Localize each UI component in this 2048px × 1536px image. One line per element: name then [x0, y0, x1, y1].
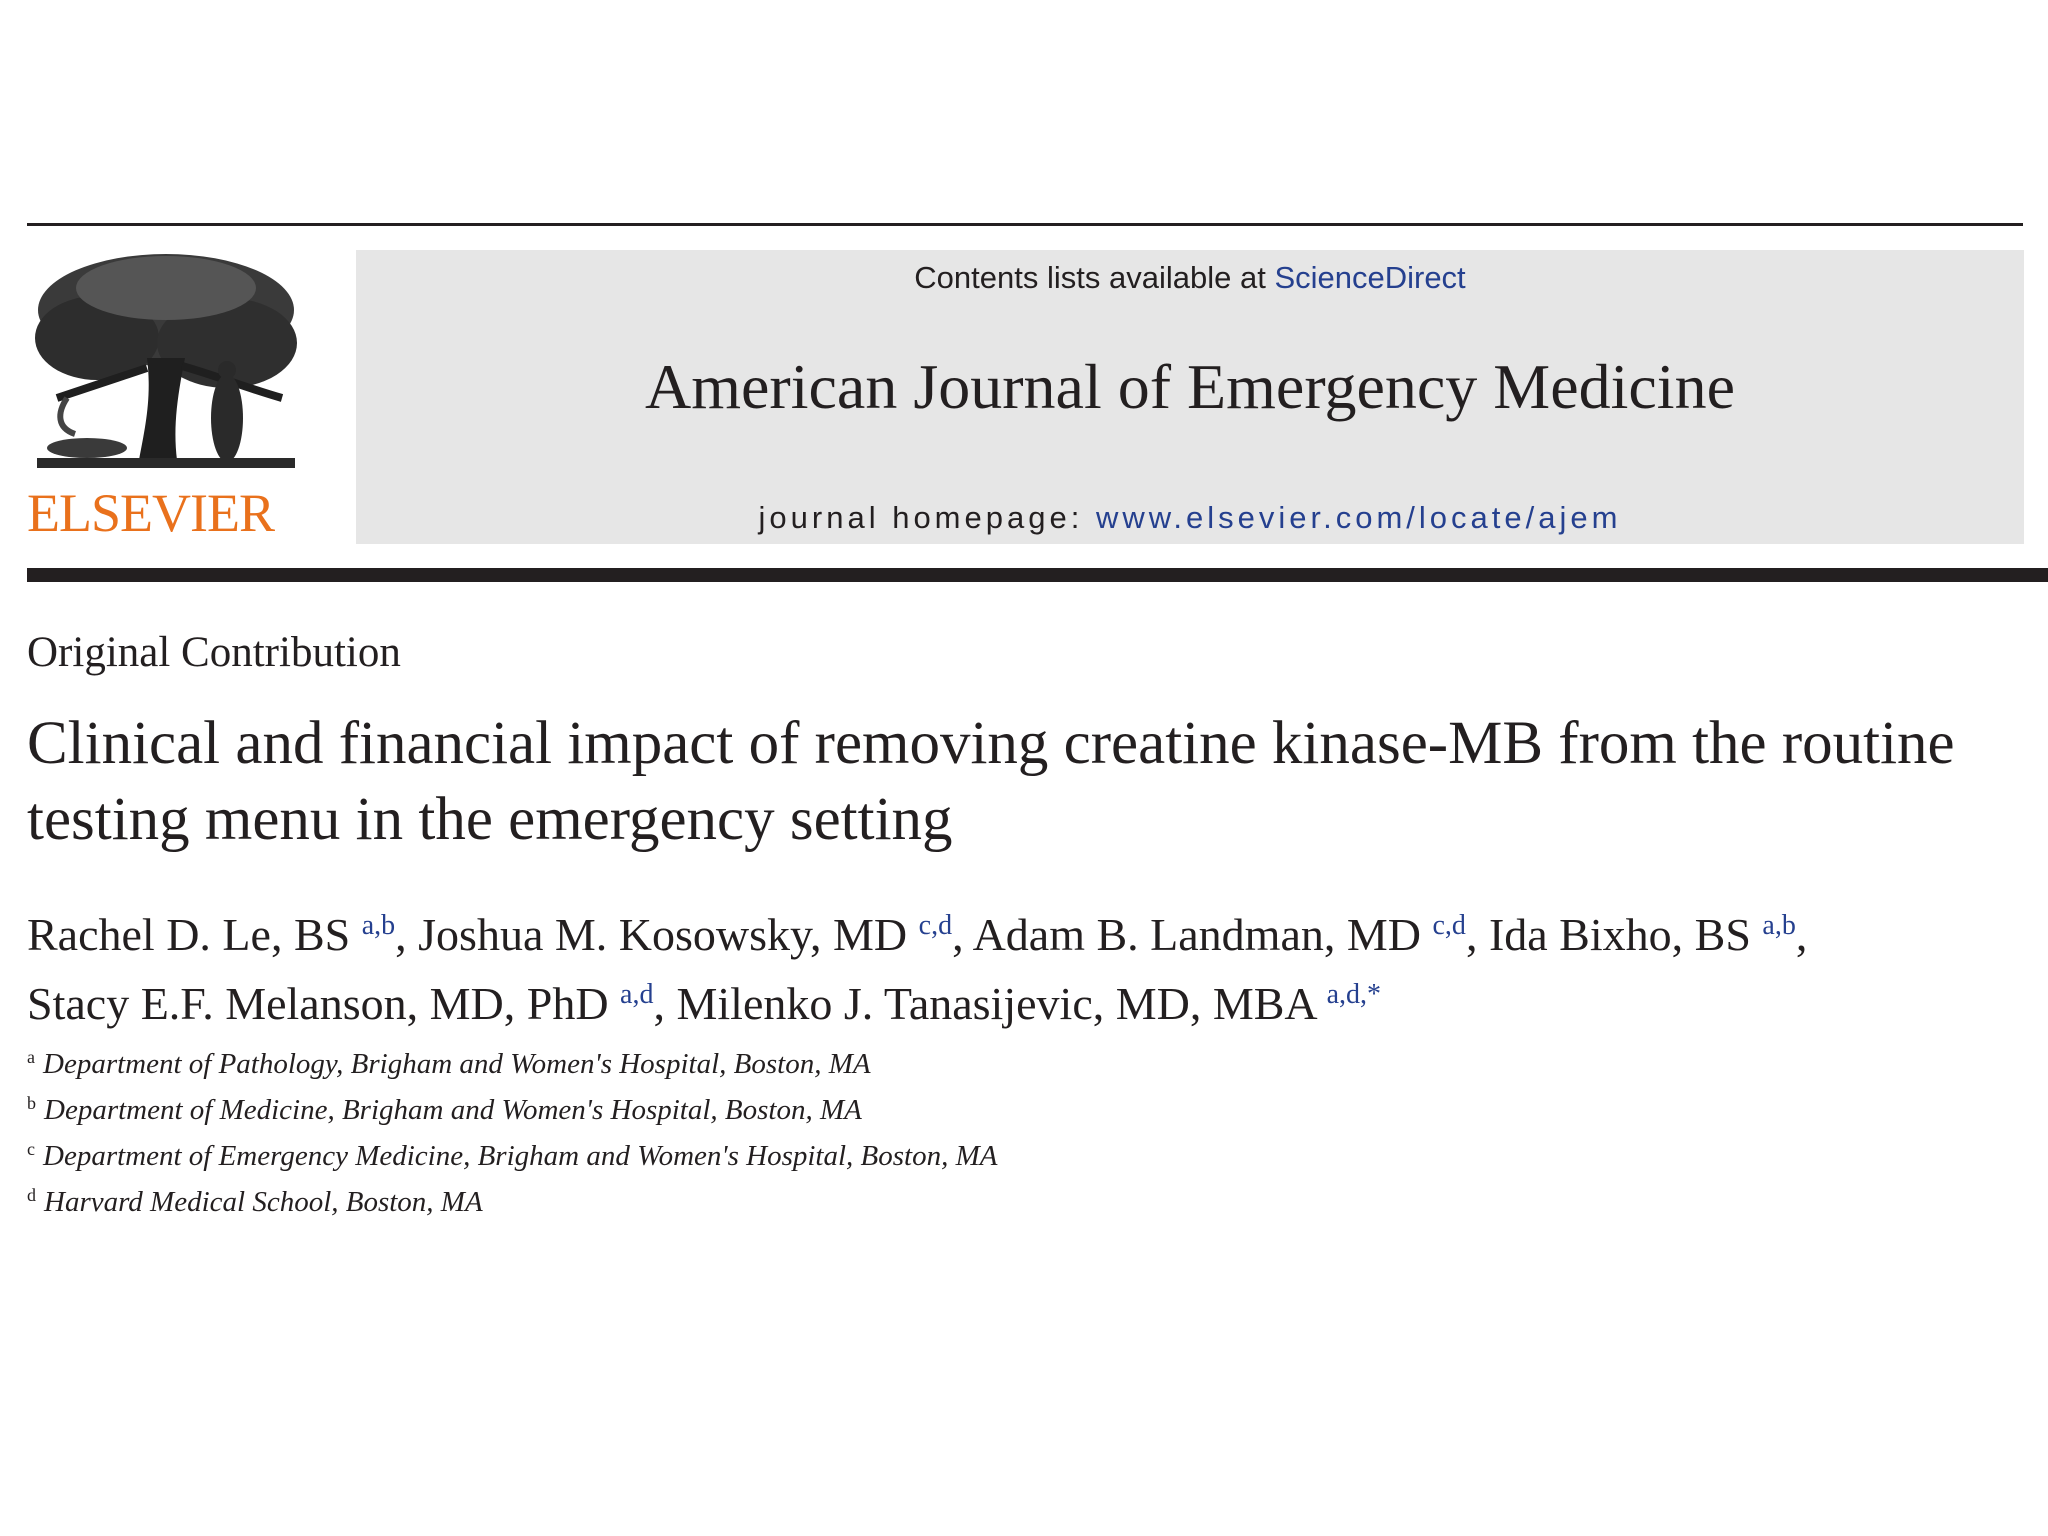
elsevier-tree-icon	[27, 248, 305, 480]
affiliation-text: Department of Medicine, Brigham and Women's Hospital, Boston, MA	[44, 1094, 862, 1126]
author-separator: ,	[395, 909, 419, 960]
author-affiliation-link[interactable]: a,b	[361, 910, 396, 941]
journal-homepage-link[interactable]: www.elsevier.com/locate/ajem	[1095, 500, 1622, 535]
affiliation-text: Department of Emergency Medicine, Brigham and Women's Hospital, Boston, MA	[43, 1140, 998, 1172]
author-affiliation-link[interactable]: a,b	[1762, 910, 1796, 941]
author-name: Milenko J. Tanasijevic, MD, MBA	[676, 978, 1316, 1029]
article-type: Original Contribution	[27, 629, 401, 676]
affiliation-mark: b	[27, 1093, 36, 1113]
contents-availability-line	[356, 260, 2024, 296]
affiliation-item	[27, 1130, 2017, 1176]
author-separator: ,	[1795, 909, 1808, 960]
affiliation-text: Department of Pathology, Brigham and Women's Hospital, Boston, MA	[43, 1048, 871, 1080]
author-name: Ida Bixho, BS	[1488, 909, 1751, 960]
affiliation-item	[27, 1084, 2017, 1130]
homepage-prefix: journal homepage:	[758, 500, 1096, 535]
article-title: Clinical and financial impact of removing creatine kinase-MB from the routine testing menu in the emergency setting	[27, 710, 1955, 853]
journal-homepage-line	[356, 500, 2024, 536]
author-name: Stacy E.F. Melanson, MD, PhD	[27, 978, 609, 1029]
author-affiliation-link[interactable]: c,d	[1432, 910, 1466, 941]
author-name: Adam B. Landman, MD	[972, 909, 1421, 960]
affiliation-mark: c	[27, 1139, 35, 1159]
publisher-logo-text: ELSEVIER	[27, 483, 274, 543]
author-name: Rachel D. Le, BS	[27, 909, 351, 960]
affiliation-list	[27, 1038, 2017, 1222]
affiliation-mark: a	[27, 1047, 35, 1067]
affiliation-text: Harvard Medical School, Boston, MA	[44, 1186, 483, 1218]
author-name: Joshua M. Kosowsky, MD	[418, 909, 908, 960]
affiliation-item	[27, 1176, 2017, 1222]
author-list	[27, 896, 2017, 1034]
affiliation-item	[27, 1038, 2017, 1084]
sciencedirect-link[interactable]: ScienceDirect	[1274, 260, 1466, 295]
author-affiliation-link[interactable]: c,d	[918, 910, 953, 941]
author-separator: ,	[653, 978, 677, 1029]
corresponding-author-link[interactable]: a,d,*	[1326, 979, 1382, 1010]
journal-title: American Journal of Emergency Medicine	[645, 351, 1735, 422]
author-affiliation-link[interactable]: a,d	[620, 979, 654, 1010]
header-bottom-rule	[27, 568, 2048, 582]
header-top-rule	[27, 223, 2023, 226]
elsevier-logo	[27, 248, 305, 548]
affiliation-mark: d	[27, 1185, 36, 1205]
author-separator: ,	[1465, 909, 1489, 960]
author-separator: ,	[952, 909, 973, 960]
contents-prefix: Contents lists available at	[914, 260, 1275, 295]
